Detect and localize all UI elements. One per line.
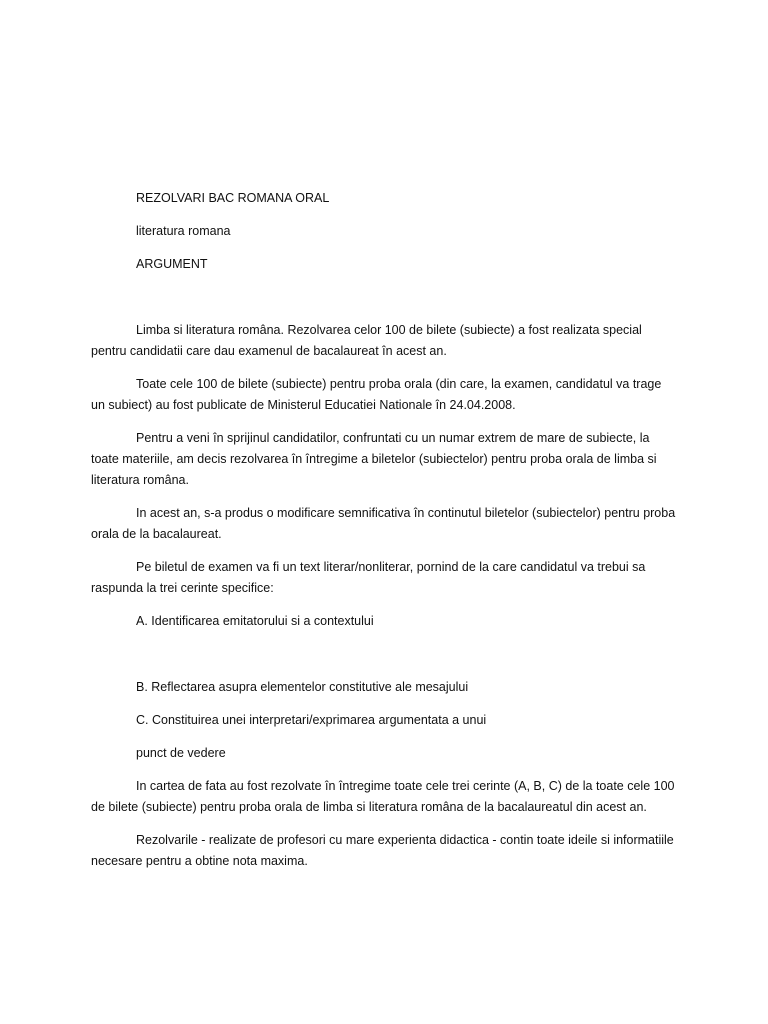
- paragraph: In cartea de fata au fost rezolvate în întregime toate cele trei cerinte (A, B, C) de la toate cele 100 de bilete (subiecte) pentru proba orala de limba si literatura româna de la bacalaureatul din acest an.: [91, 779, 675, 814]
- section-heading: ARGUMENT: [136, 257, 208, 271]
- requirement-item-c: C. Constituirea unei interpretari/exprimarea argumentata a unui: [136, 713, 487, 727]
- paragraph: In acest an, s-a produs o modificare semnificativa în continutul biletelor (subiectelor) pentru proba orala de la bacalaureat.: [91, 506, 676, 541]
- paragraph: Pentru a veni în sprijinul candidatilor, confruntati cu un numar extrem de mare de subiecte, la toate materiile, am decis rezolvarea în întregime a biletelor (subiectelor) pentru proba orala de limba si literatura româna.: [91, 431, 657, 487]
- paragraph: Rezolvarile - realizate de profesori cu mare experienta didactica - contin toate ideile si informatiile necesare pentru a obtine nota maxima.: [91, 833, 674, 868]
- requirement-item-b: B. Reflectarea asupra elementelor constitutive ale mesajului: [136, 680, 469, 694]
- document-title: REZOLVARI BAC ROMANA ORAL: [136, 191, 330, 205]
- requirement-item-a: A. Identificarea emitatorului si a contextului: [136, 614, 374, 628]
- document-subtitle: literatura romana: [136, 224, 231, 238]
- requirement-continuation: punct de vedere: [136, 746, 226, 760]
- paragraph: Pe biletul de examen va fi un text literar/nonliterar, pornind de la care candidatul va trebui sa raspunda la trei cerinte specifice:: [91, 560, 646, 595]
- document-body: [91, 188, 676, 872]
- paragraph: Toate cele 100 de bilete (subiecte) pentru proba orala (din care, la examen, candidatul va trage un subiect) au fost publicate de Ministerul Educatiei Nationale în 24.04.2008.: [91, 377, 662, 412]
- paragraph: Limba si literatura româna. Rezolvarea celor 100 de bilete (subiecte) a fost realizata special pentru candidatii care dau examenul de bacalaureat în acest an.: [91, 323, 642, 358]
